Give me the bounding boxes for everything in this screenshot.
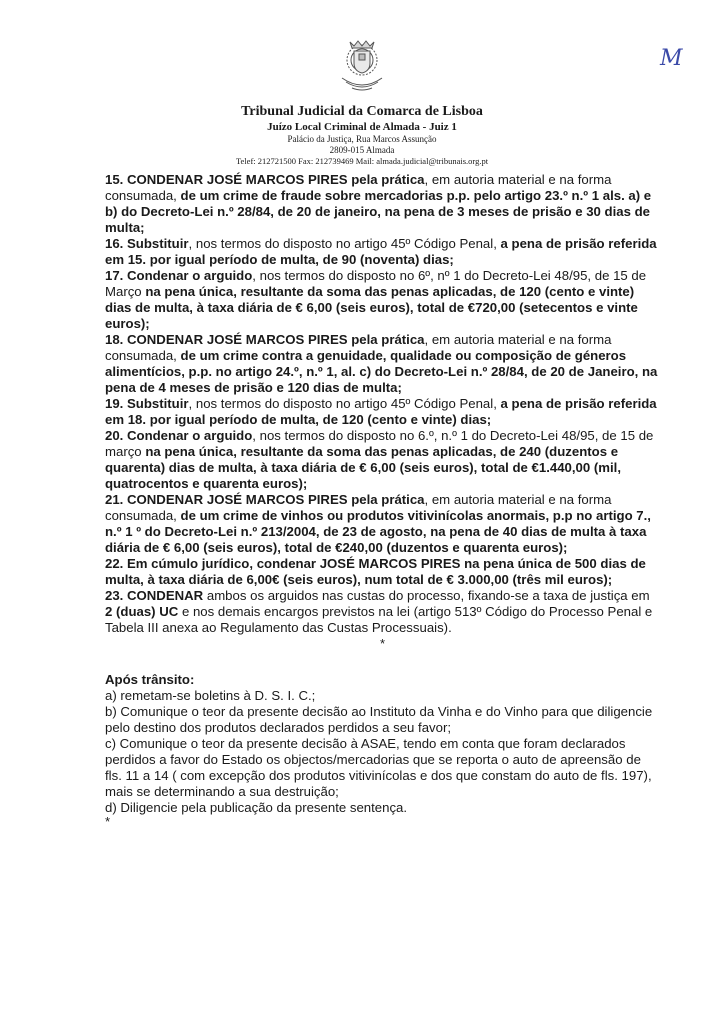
- bold-text-run: 15. CONDENAR JOSÉ MARCOS PIRES pela prática: [105, 172, 425, 187]
- bold-text-run: de um crime de fraude sobre mercadorias p.p. pelo artigo 23.º n.º 1 als. a) e b) do Decreto-Lei n.º 28/84, de 20 de janeiro, na pena de 3 meses de prisão e 30 dias de multa;: [105, 188, 652, 235]
- court-name: Tribunal Judicial da Comarca de Lisboa: [241, 104, 483, 119]
- sentence-body: [105, 172, 660, 828]
- text-run: , em autoria material e na forma consumada,: [105, 492, 612, 523]
- bold-text-run: 21. CONDENAR JOSÉ MARCOS PIRES pela prática: [105, 492, 425, 507]
- text-run: , nos termos do disposto no artigo 45º Código Penal,: [188, 236, 501, 251]
- sentence-item: [105, 492, 660, 556]
- text-run: e nos demais encargos previstos na lei (artigo 513º Código do Processo Penal e Tabela III anexa ao Regulamento das Custas Processuais).: [105, 604, 653, 635]
- section-separator: *: [379, 636, 386, 651]
- after-transit-list: [105, 688, 660, 816]
- handwritten-margin-mark: M: [660, 46, 683, 71]
- bold-text-run: 18. CONDENAR JOSÉ MARCOS PIRES pela prática: [105, 332, 425, 347]
- court-contact: Telef: 212721500 Fax: 212739469 Mail: almada.judicial@tribunais.org.pt: [235, 155, 489, 166]
- letterhead: [0, 104, 724, 166]
- text-run: , em autoria material e na forma consumada,: [105, 332, 612, 363]
- text-run: , nos termos do disposto no 6.º, n.º 1 do Decreto-Lei 48/95, de 15 de março: [105, 428, 654, 459]
- bold-text-run: 22. Em cúmulo jurídico, condenar JOSÉ MARCOS PIRES na pena única de 500 dias de multa, à taxa diária de 6,00€ (seis euros), num total de € 3.000,00 (três mil euros);: [105, 556, 646, 587]
- text-run: , nos termos do disposto no 6º, nº 1 do Decreto-Lei 48/95, de 15 de Março: [105, 268, 647, 299]
- after-transit-section: [105, 672, 660, 828]
- court-address-line-1: Palácio da Justiça, Rua Marcos Assunção: [287, 133, 437, 144]
- text-run: , nos termos do disposto no artigo 45º Código Penal,: [188, 396, 501, 411]
- bold-text-run: 17. Condenar o arguido: [105, 268, 253, 283]
- after-transit-title: Após trânsito:: [105, 672, 195, 687]
- bold-text-run: na pena única, resultante da soma das penas aplicadas, de 120 (cento e vinte) dias de multa, à taxa diária de € 6,00 (seis euros), total de €720,00 (setecentos e vinte euros);: [105, 284, 638, 331]
- after-transit-item: b) Comunique o teor da presente decisão ao Instituto da Vinha e do Vinho para que diligencie pelo destino dos produtos declarados perdidos a seu favor;: [105, 704, 653, 735]
- bold-text-run: 23. CONDENAR: [105, 588, 204, 603]
- sentence-item: [105, 588, 660, 636]
- sentence-item: [105, 172, 660, 236]
- bold-text-run: a pena de prisão referida em 15. por igual período de multa, de 90 (noventa) dias;: [105, 236, 657, 267]
- end-mark: *: [105, 814, 111, 829]
- bold-text-run: de um crime contra a genuidade, qualidade ou composição de géneros alimentícios, p.p. no artigo 24.º, n.º 1, al. c) do Decreto-Lei n.º 28/84, de 20 de Janeiro, na pena de 4 meses de prisão e 120 dias de multa;: [105, 348, 658, 395]
- coat-of-arms-crest: [330, 34, 394, 98]
- bold-text-run: de um crime de vinhos ou produtos vitivinícolas anormais, p.p no artigo 7., n.º 1 º do Decreto-Lei n.º 213/2004, de 23 de agosto, na pena de 40 dias de multa à taxa diária de € 6,00 (seis euros), total de €240,00 (duzentos e quarenta euros);: [105, 508, 651, 555]
- bold-text-run: a pena de prisão referida em 18. por igual período de multa, de 120 (cento e vinte) dias;: [105, 396, 657, 427]
- sentence-item: [105, 332, 660, 396]
- sentence-item: [105, 236, 660, 268]
- sentence-item: [105, 396, 660, 428]
- bold-text-run: 20. Condenar o arguido: [105, 428, 253, 443]
- court-address-line-2: 2809-015 Almada: [329, 144, 395, 155]
- text-run: , em autoria material e na forma consumada,: [105, 172, 612, 203]
- sentence-items: [105, 172, 660, 636]
- bold-text-run: 2 (duas) UC: [105, 604, 179, 619]
- sentence-item: [105, 556, 660, 588]
- bold-text-run: 16. Substituir: [105, 236, 189, 251]
- after-transit-item: d) Diligencie pela publicação da presente sentença.: [105, 800, 408, 815]
- after-transit-item: a) remetam-se boletins à D. S. I. C.;: [105, 688, 316, 703]
- sentence-item: [105, 268, 660, 332]
- sentence-item: [105, 428, 660, 492]
- court-division: Juízo Local Criminal de Almada - Juiz 1: [267, 120, 457, 133]
- bold-text-run: 19. Substituir: [105, 396, 189, 411]
- bold-text-run: na pena única, resultante da soma das penas aplicadas, de 240 (duzentos e quarenta) dias de multa, à taxa diária de € 6,00 (seis euros), total de €1.440,00 (mil, quatrocentos e quarenta euros);: [105, 444, 621, 491]
- after-transit-item: c) Comunique o teor da presente decisão à ASAE, tendo em conta que foram declarados perdidos a favor do Estado os objectos/mercadorias que se reporta o auto de apreensão de fls. 11 a 14 ( com excepção dos produtos vitivinícolas e dos que constam do auto de fls. 197), mais se determinando a sua destruição;: [105, 736, 652, 799]
- text-run: ambos os arguidos nas custas do processo, fixando-se a taxa de justiça em: [203, 588, 650, 603]
